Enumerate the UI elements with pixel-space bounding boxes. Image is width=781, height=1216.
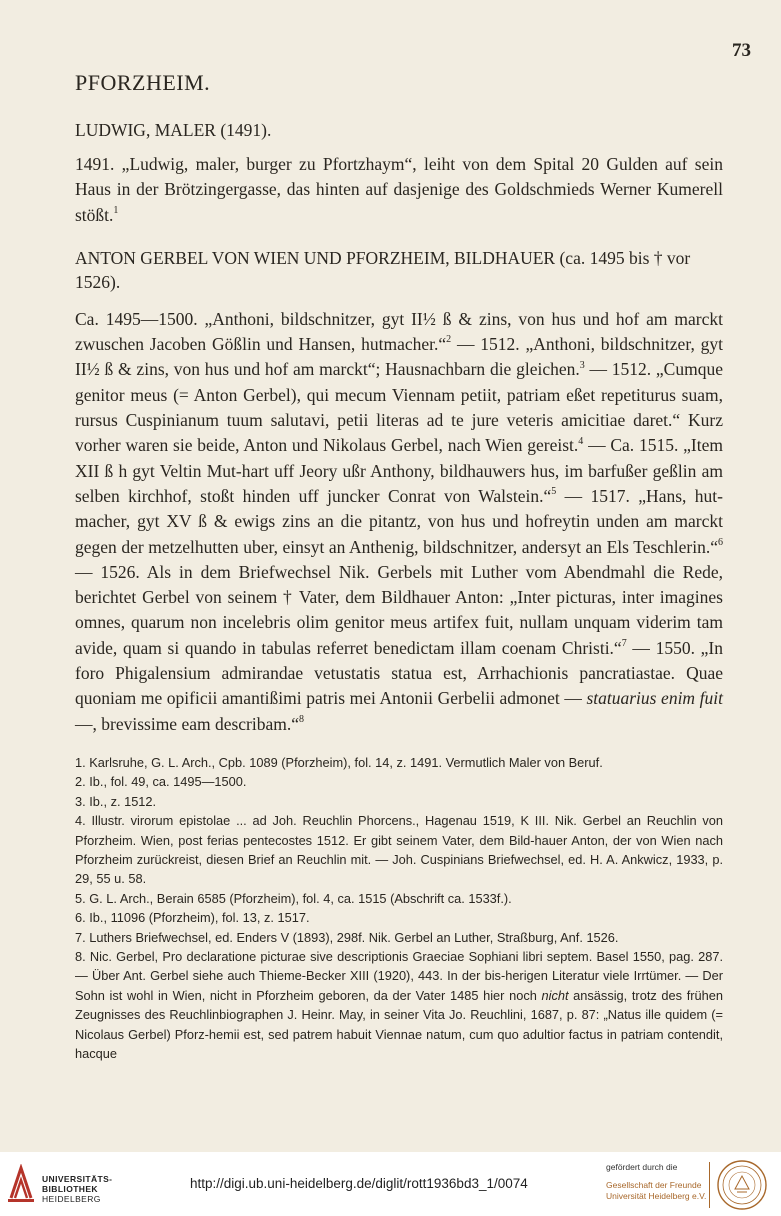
footnote-3: 3. Ib., z. 1512. xyxy=(75,793,157,809)
footnote-8 xyxy=(75,947,723,1063)
footnote-ref[interactable]: 8 xyxy=(299,713,305,725)
viewer-footer xyxy=(0,1152,781,1216)
section-title-gerbel: ANTON GERBEL VON WIEN UND PFORZHEIM, BILDHAUER (ca. 1495 bis † vor 1526). xyxy=(75,247,691,293)
funded-by-label: gefördert durch die xyxy=(606,1162,678,1172)
text-segment: ansässig, trotz des frühen Zeugnisses des Reuchlinbiographen J. Heinr. May, in seiner Vita Jo. Reuchlini, 1687, p. 87: „Natus ille quidem (= Nicolaus Gerbel) Pforz-hemii est, sed patrem habuit Viennae natum, cum quo adultior factus in patriam contendit, hacque xyxy=(75,987,723,1062)
footnote-5: 5. G. L. Arch., Berain 6585 (Pforzheim), fol. 4, ca. 1515 (Abschrift ca. 1533f.). xyxy=(75,890,512,906)
footnote-ref[interactable]: 7 xyxy=(621,637,627,649)
text-segment: — Ca. 1515. „Item XII ß h gyt Veltin Mut-hart uff Jeory ußr Anthony, bildhauwers hus, im barfußer geßlin am selben kirchhof, stoßt hinden uff juncker Conrat von Walstein.“ xyxy=(75,435,723,506)
funder-name[interactable]: Gesellschaft der Freunde Universität Heidelberg e.V. xyxy=(606,1180,707,1201)
section-text-gerbel xyxy=(75,307,723,737)
text-segment: 8. Nic. Gerbel, Pro declaratione picturae sive descriptionis Graeciae Sophiani libri septem. Basel 1550, pag. 287. — Über Ant. Gerbel siehe auch Thieme-Becker XIII (1920), 443. In der bis-herigen Literatur viele Irrtümer. — Der Sohn ist wohl in Wien, nicht in Pforzheim geboren, da der Vater 1485 hier noch xyxy=(75,949,723,1003)
section-text-ludwig xyxy=(75,152,723,228)
footer-divider xyxy=(709,1162,710,1208)
seal-icon[interactable] xyxy=(716,1159,768,1211)
footnote-ref[interactable]: 1 xyxy=(113,204,119,216)
text-segment: — 1550. „In foro Phigalensium admirandae vetustatis statua est, Arrhachionis pancratiastae. Quae quoniam me opificii amantißimi patris mei Antonii Gerbelii admonet — xyxy=(75,637,723,709)
footnote-7: 7. Luthers Briefwechsel, ed. Enders V (1893), 298f. Nik. Gerbel an Luther, Straßburg, Anf. 1526. xyxy=(75,929,619,945)
text-segment: 1491. „Ludwig, maler, burger zu Pfortzhaym“, leiht von dem Spital 20 Gulden auf sein Haus in der Brötzingergasse, das hinten auf dasjenige des Goldschmieds Werner Kumerell stößt. xyxy=(75,154,723,225)
text-segment: —, brevissime eam describam.“ xyxy=(75,713,300,734)
text-segment: — 1517. „Hans, hut-macher, gyt XV ß & ewigs zins an die pitantz, von hus und hofreytin unden am marckt gegen der metzelhutten uber, einsyt an Anthenig, bildschnitzer, andersyt an Els Teschlerin.“ xyxy=(75,485,723,557)
text-segment: Ca. 1495—1500. „Anthoni, bildschnitzer, gyt II½ ß & zins, von hus und hof am marckt zwuschen Jacoben Gößlin und Hansen, hutmacher.“ xyxy=(75,308,723,355)
footnote-ref[interactable]: 4 xyxy=(578,435,584,447)
footnote-ref[interactable]: 3 xyxy=(579,359,585,371)
library-name: UNIVERSITÄTS- BIBLIOTHEK HEIDELBERG xyxy=(42,1174,113,1204)
text-segment: — 1512. „Anthoni, bildschnitzer, gyt II½ ß & zins, von hus und hof am marckt“; Hausnachbarn die gleichen. xyxy=(75,334,723,380)
permalink-url[interactable]: http://digi.ub.uni-heidelberg.de/diglit/rott1936bd3_1/0074 xyxy=(190,1176,528,1191)
footnote-ref[interactable]: 2 xyxy=(446,334,452,346)
footnote-ref[interactable]: 5 xyxy=(551,486,557,498)
text-segment-italic: statuarius enim fuit xyxy=(586,688,723,709)
footnote-4: 4. Illustr. virorum epistolae ... ad Joh. Reuchlin Phorcens., Hagenau 1519, K III. Nik. Gerbel an Reuchlin von Pforzheim. Wien, post ferias pentecostes 1512. Er gibt seinem Vater, dem Bild-hauer Anton, der von Wien nach Pforzheim zurückreist, diesen Brief an Reuchlin mit. — Joh. Cuspinians Briefwechsel, ed. H. A. Ankwicz, 1933, p. 29, 55 u. 58. xyxy=(75,813,723,887)
text-segment-italic: nicht xyxy=(541,987,569,1003)
footnotes xyxy=(75,753,723,1064)
text-segment: — 1526. Als in dem Briefwechsel Nik. Gerbels mit Luther vom Abendmahl die Rede, berichtet Gerbel von seinem † Vater, dem Bildhauer Anton: „Inter picturas, inter imagines omnes, quarum non incelebris olim genitor meus artifex fuit, nullam unquam viderim tam avide, quam si quando in tabulas referret benedictam illam coenam Christi.“ xyxy=(75,561,723,658)
footnote-2: 2. Ib., fol. 49, ca. 1495—1500. xyxy=(75,774,247,790)
section-title-ludwig: LUDWIG, MALER (1491). xyxy=(75,120,272,140)
page-heading: PFORZHEIM. xyxy=(75,70,211,95)
page-content xyxy=(75,70,723,1063)
text-segment: — 1512. „Cumque genitor meus (= Anton Gerbel), qui mecum Viennam petiit, patriam eßet repetiturus suam, rursus Cuspinianum tuum salutavi, petii literas ad te jure veteris amicitiae daret.“ Kurz vorher waren sie beide, Anton und Nikolaus Gerbel, nach Wien gereist. xyxy=(75,359,723,456)
library-logo-icon[interactable] xyxy=(8,1164,34,1204)
footnote-6: 6. Ib., 11096 (Pforzheim), fol. 13, z. 1517. xyxy=(75,910,310,926)
footnote-1: 1. Karlsruhe, G. L. Arch., Cpb. 1089 (Pforzheim), fol. 14, z. 1491. Vermutlich Maler von Beruf. xyxy=(75,754,603,770)
page-number: 73 xyxy=(732,40,751,61)
footnote-ref[interactable]: 6 xyxy=(718,536,723,548)
